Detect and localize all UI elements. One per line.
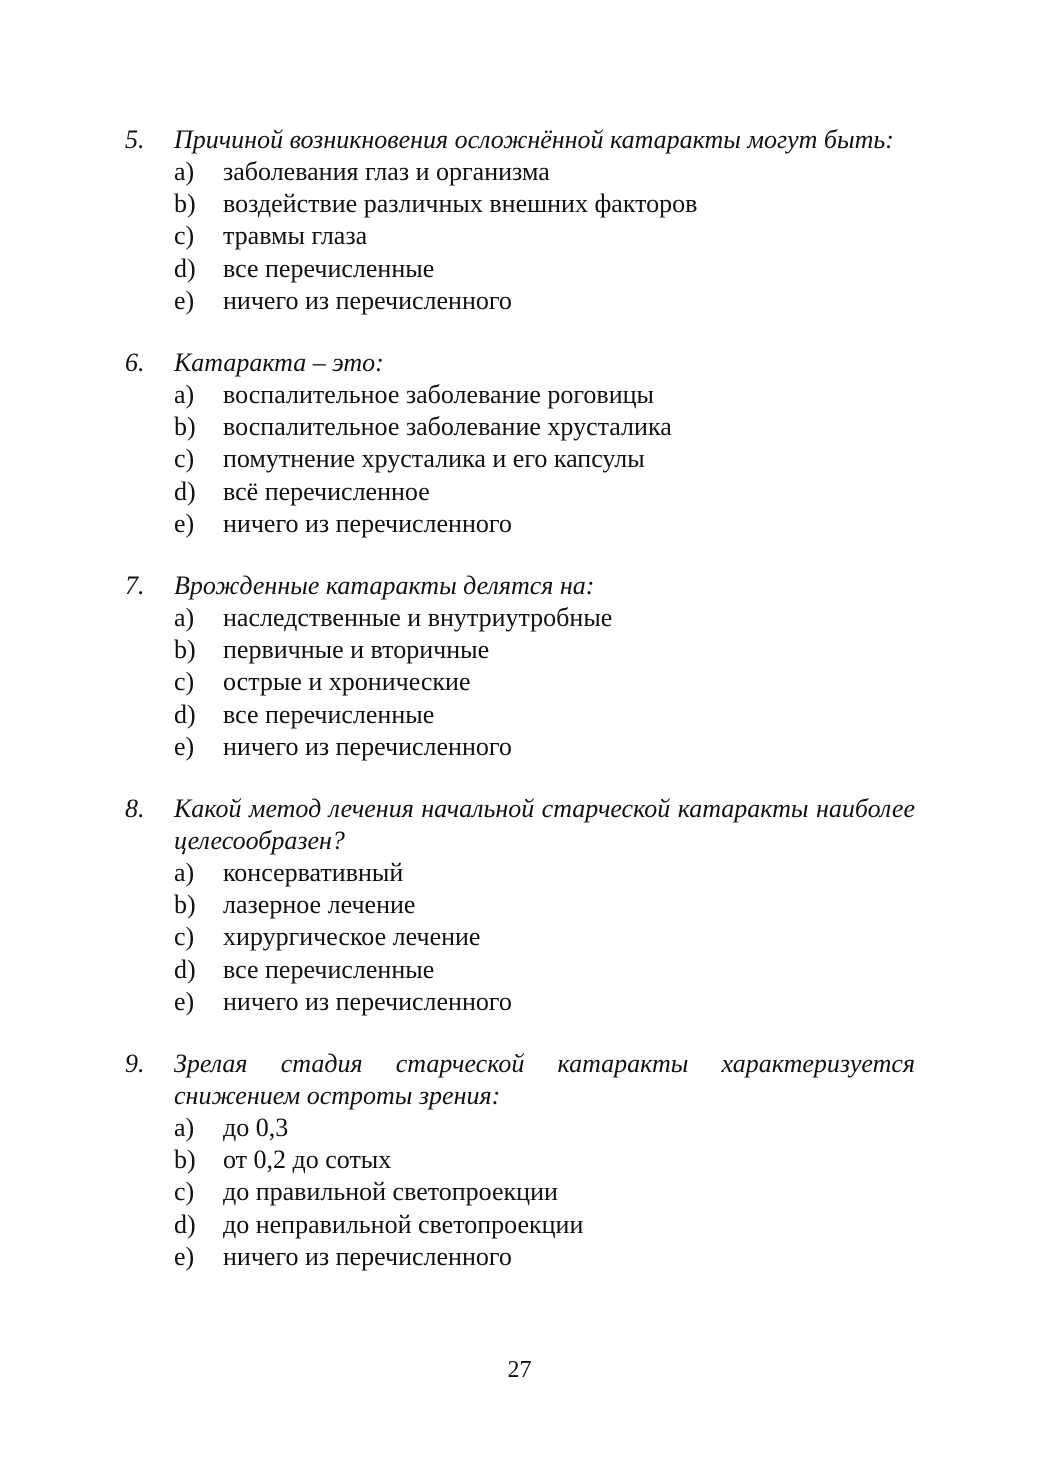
option-letter: a)	[174, 157, 195, 186]
option-text: ничего из перечисленного	[223, 1241, 512, 1271]
question-item	[125, 793, 915, 1018]
answer-option	[174, 285, 915, 317]
option-letter: e)	[174, 1241, 195, 1271]
option-letter: e)	[174, 731, 195, 761]
option-letter: d)	[174, 253, 196, 283]
option-letter: b)	[174, 890, 196, 920]
option-text: всё перечисленное	[223, 476, 430, 506]
answer-option	[174, 1241, 915, 1273]
option-letter: e)	[174, 986, 195, 1016]
option-text: первичные и вторичные	[223, 635, 490, 665]
option-letter: d)	[174, 699, 196, 729]
question-header	[125, 347, 915, 379]
option-text: до правильной светопроекции	[223, 1177, 558, 1207]
question-text: Катаракта – это:	[174, 348, 384, 378]
option-letter: d)	[174, 476, 196, 506]
answer-option	[174, 731, 915, 763]
question-number: 9.	[125, 1049, 145, 1079]
option-text: наследственные и внутриутробные	[223, 603, 613, 633]
option-text: травмы глаза	[223, 221, 368, 251]
question-number: 5.	[125, 125, 145, 154]
option-text: от 0,2 до сотых	[223, 1145, 392, 1175]
option-text: воспалительное заболевание хрусталика	[223, 412, 672, 442]
answer-option	[174, 508, 915, 540]
question-item	[125, 1048, 915, 1273]
option-letter: b)	[174, 635, 196, 665]
option-letter: c)	[174, 922, 195, 952]
answer-option	[174, 1112, 915, 1144]
answer-option	[174, 699, 915, 731]
option-text: заболевания глаз и организма	[223, 157, 550, 186]
answer-option	[174, 857, 915, 889]
option-text: лазерное лечение	[223, 890, 416, 920]
question-text: Зрелая стадия старческой катаракты характеризуется снижением остроты зрения:	[174, 1049, 915, 1111]
option-text: воздействие различных внешних факторов	[223, 189, 698, 219]
question-number: 8.	[125, 794, 145, 824]
answer-options	[125, 1112, 915, 1273]
answer-option	[174, 1209, 915, 1241]
option-letter: b)	[174, 1145, 196, 1175]
question-item	[125, 124, 915, 317]
answer-option	[174, 156, 915, 188]
answer-option	[174, 188, 915, 220]
option-letter: e)	[174, 285, 195, 315]
option-letter: a)	[174, 380, 195, 410]
answer-option	[174, 476, 915, 508]
option-letter: a)	[174, 603, 195, 633]
answer-options	[125, 602, 915, 763]
question-header	[125, 124, 915, 156]
option-text: все перечисленные	[223, 253, 435, 283]
option-letter: c)	[174, 667, 195, 697]
answer-options	[125, 857, 915, 1018]
question-header	[125, 1048, 915, 1112]
question-header	[125, 793, 915, 857]
option-text: ничего из перечисленного	[223, 731, 512, 761]
option-text: ничего из перечисленного	[223, 508, 512, 538]
answer-option	[174, 253, 915, 285]
answer-option	[174, 666, 915, 698]
answer-options	[125, 156, 915, 317]
option-letter: e)	[174, 508, 195, 538]
question-text: Причиной возникновения осложнённой катаракты могут быть:	[174, 125, 894, 154]
option-letter: c)	[174, 444, 195, 474]
option-text: острые и хронические	[223, 667, 471, 697]
option-text: до неправильной светопроекции	[223, 1209, 584, 1239]
question-list	[125, 124, 915, 1303]
option-letter: b)	[174, 189, 196, 219]
option-letter: a)	[174, 858, 195, 888]
answer-options	[125, 379, 915, 540]
answer-option	[174, 220, 915, 252]
answer-option	[174, 954, 915, 986]
answer-option	[174, 411, 915, 443]
option-letter: d)	[174, 954, 196, 984]
answer-option	[174, 602, 915, 634]
answer-option	[174, 379, 915, 411]
question-header	[125, 570, 915, 602]
option-text: хирургическое лечение	[223, 922, 481, 952]
answer-option	[174, 443, 915, 475]
question-item	[125, 347, 915, 540]
option-letter: c)	[174, 221, 195, 251]
option-letter: d)	[174, 1209, 196, 1239]
option-letter: b)	[174, 412, 196, 442]
answer-option	[174, 986, 915, 1018]
answer-option	[174, 634, 915, 666]
page-number: 27	[507, 1357, 532, 1383]
option-text: консервативный	[223, 858, 404, 888]
question-number: 6.	[125, 348, 145, 378]
option-text: до 0,3	[223, 1113, 289, 1143]
question-text: Какой метод лечения начальной старческой катаракты наиболее целесообразен?	[174, 794, 915, 856]
option-text: помутнение хрусталика и его капсулы	[223, 444, 645, 474]
option-text: все перечисленные	[223, 699, 435, 729]
answer-option	[174, 921, 915, 953]
option-text: воспалительное заболевание роговицы	[223, 380, 655, 410]
question-number: 7.	[125, 571, 145, 601]
question-text: Врожденные катаракты делятся на:	[174, 571, 595, 601]
option-text: все перечисленные	[223, 954, 435, 984]
answer-option	[174, 1176, 915, 1208]
option-letter: c)	[174, 1177, 195, 1207]
option-text: ничего из перечисленного	[223, 285, 512, 315]
option-letter: a)	[174, 1113, 195, 1143]
answer-option	[174, 889, 915, 921]
option-text: ничего из перечисленного	[223, 986, 512, 1016]
answer-option	[174, 1144, 915, 1176]
question-item	[125, 570, 915, 763]
